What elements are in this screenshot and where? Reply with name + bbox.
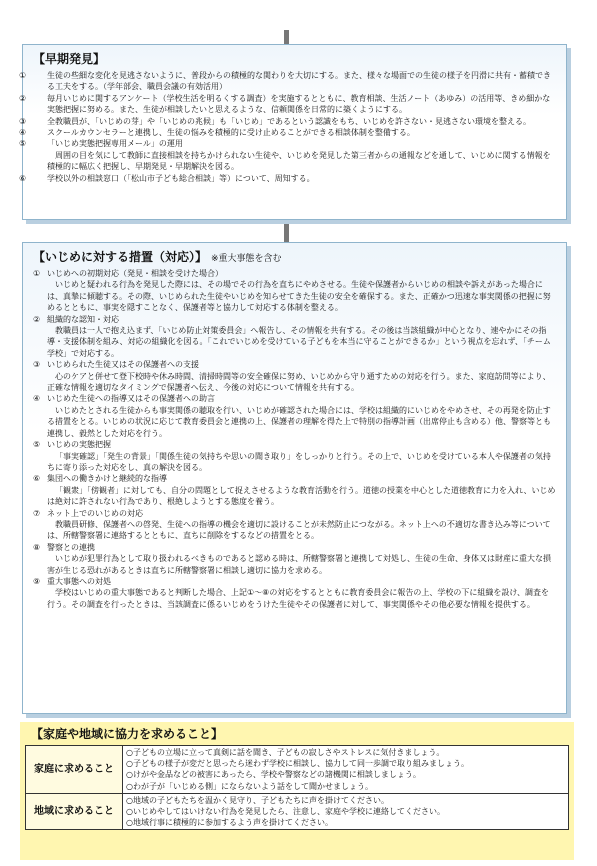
measure-body: 教職員は一人で抱え込まず、「いじめ防止対策委員会」へ報告し、その情報を共有する。その後は当該組織が中心となり、速やかにその指導・支援体制を組み、対応の組織化を図る。「これでいじめを受けている子どもを本当に守ることができるか」という視点を忘れず、「チーム学校」で対応する。	[47, 326, 551, 358]
early-item-text: 毎月いじめに関するアンケート（学校生活を明るくする調査）を実施するとともに、教育相談、生活ノート（あゆみ）の活用等、きめ細かな実態把握に努める。また、生徒が相談したいと思えるような、信頼関係を日常的に築くようにする。	[47, 93, 551, 115]
measure-heading	[33, 393, 556, 404]
early-item-number: ⑤	[19, 139, 27, 149]
measure-heading-text: いじめた生徒への指導又はその保護者への助言	[47, 394, 215, 404]
early-detection-box	[19, 44, 567, 220]
measure-heading-text: 重大事態への対処	[47, 576, 111, 586]
top-connector	[284, 30, 289, 44]
measure-number: ⑧	[33, 542, 41, 552]
measure-number: ⑨	[33, 576, 41, 586]
measure-heading-text: いじめられた生徒又はその保護者への支援	[47, 360, 199, 370]
early-item-number: ⑥	[19, 173, 27, 183]
measure-heading-text: 集団への働きかけと継続的な指導	[47, 474, 167, 484]
early-item	[19, 70, 556, 93]
measure-heading	[33, 576, 556, 587]
measure-heading-text: ネット上でのいじめの対応	[47, 508, 143, 518]
early-detection-title: 【早期発見】	[33, 52, 106, 66]
family-row-item: ○けがや金品などの被害にあったら、学校や警察などの諸機関に相談しましょう。	[126, 770, 421, 780]
early-detection-list	[19, 70, 556, 184]
early-item-number: ②	[19, 93, 27, 103]
family-community-title: 【家庭や地域に協力を求めること】	[31, 727, 224, 741]
early-item-number: ①	[19, 71, 27, 80]
bullying-measures-title-text: 【いじめに対する措置（対応）】	[33, 250, 208, 264]
family-row-item: ○地域の子どもたちを温かく見守り、子どもたちに声を掛けてください。	[126, 795, 389, 805]
measure-heading	[33, 359, 556, 370]
serious-case-note: ※重大事態を含む	[211, 254, 282, 264]
measure-heading	[33, 314, 556, 325]
early-item-number: ④	[19, 128, 27, 138]
bullying-measures-list	[33, 268, 556, 610]
bullying-measures-box	[22, 242, 567, 714]
early-item-text: 「いじめ実態把握専用メール」の運用	[47, 139, 183, 149]
family-community-box	[20, 722, 574, 860]
measure-number: ⑥	[33, 474, 41, 484]
measure-heading-text: 組織的な認知・対応	[47, 314, 119, 324]
measure-number: ④	[33, 394, 41, 404]
measure-number: ⑦	[33, 508, 41, 518]
measure-body: 心のケアと併せて登下校時や休み時間、清掃時間等の安全確保に努め、いじめから守り通すための対応を行う。また、家庭訪問等により、正確な情報を適切なタイミングで保護者へ伝え、今後の対応について情報を共有する。	[47, 371, 551, 393]
early-item-text: スクールカウンセラーと連携し、生徒の悩みを積極的に受け止めることができる相談体制を整備する。	[47, 128, 415, 138]
measure-body: 学校はいじめの重大事態であると判断した場合、上記①～⑧の対応をするとともに教育委員会に報告の上、学校の下に組織を設け、調査を行う。その調査を行ったときは、当該調査に係るいじめをうけた生徒やその保護者に対して、事実関係やその他必要な情報を提供する。	[47, 588, 550, 609]
early-item	[19, 93, 556, 116]
family-row-item: ○子どもの立場に立って真剣に話を聞き、子どもの寂しさやストレスに気付きましょう。	[126, 748, 445, 757]
early-item	[19, 127, 556, 138]
early-item	[19, 116, 556, 127]
family-row-content	[123, 793, 569, 830]
measure-body: 「事実確認」「発生の背景」「関係生徒の気持ちや思いの聞き取り」をしっかりと行う。その上で、いじめを受けている本人や保護者の気持ちに寄り添った対応をし、真の解決を図る。	[47, 451, 551, 472]
measure-body: 教職員研修、保護者への啓発、生徒への指導の機会を適切に設けることが未然防止につながる。ネット上への不適切な書き込み等については、所轄警察署に連絡するとともに、直ちに削除をするなどの措置をとる。	[47, 519, 551, 541]
bullying-measures-title	[33, 248, 556, 265]
measure-number: ③	[33, 360, 41, 370]
measure-number: ⑤	[33, 440, 41, 450]
early-item-detail: 周囲の目を気にして教師に直接相談を持ちかけられない生徒や、いじめを発見した第三者からの通報などを通して、いじめに関する情報を積極的に幅広く把握し、早期発見・早期解決を図る。	[47, 150, 551, 172]
measure-heading	[33, 439, 556, 450]
family-row-item: ○いじめやしてはいけない行為を発見したら、注意し、家庭や学校に連絡してください。	[126, 807, 445, 817]
family-row-item: ○子どもの様子が変だと思ったら迷わず学校に相談し、協力して同一歩調で取り組みましょう。	[126, 759, 469, 769]
measure-heading	[33, 473, 556, 484]
measure-body: いじめが犯罪行為として取り扱われるべきものであると認める時は、所轄警察署と連携して対処し、生徒の生命、身体又は財産に重大な損害が生じる恐れがあるときは直ちに所轄警察署に相談し適切に協力を求める。	[47, 554, 551, 575]
measure-heading-text: いじめの実態把握	[47, 440, 111, 450]
family-row	[26, 746, 569, 794]
measure-heading	[33, 508, 556, 519]
middle-connector	[284, 220, 289, 242]
measure-heading-text: 警察との連携	[47, 542, 95, 552]
early-item-text: 生徒の些細な変化を見逃さないように、普段からの積極的な関わりを大切にする。また、様々な場面での生徒の様子を円滑に共有・蓄積できる工夫をする。（学年部会、職員会議の有効活用）	[47, 71, 551, 92]
early-item	[19, 173, 556, 184]
early-item-text: 学校以外の相談窓口（「松山市子ども総合相談」等）について、周知する。	[47, 173, 315, 183]
family-row-item: ○地域行事に積極的に参加するよう声を掛けてください。	[126, 818, 333, 828]
family-row-content	[123, 746, 569, 794]
measure-body: 「観衆」「傍観者」に対しても、自分の問題として捉えさせるような教育活動を行う。道徳の授業を中心とした道徳教育に力を入れ、いじめは絶対に許されない行為であり、根絶しようとする態度を養う。	[47, 485, 556, 507]
measure-body: いじめたとされる生徒からも事実関係の聴取を行い、いじめが確認された場合には、学校は組織的にいじめをやめさせ、その再発を防止する措置をとる。いじめの状況に応じて教育委員会と連携の上、保護者の理解を得た上で特別の指導計画（出席停止も含める）他、警察等とも連携し、毅然とした対応を行う。	[47, 405, 551, 438]
measure-number: ②	[33, 314, 41, 324]
family-row-item: ○わが子が「いじめる側」にならないよう話をして聞かせましょう。	[126, 781, 373, 791]
family-community-table	[25, 745, 569, 830]
measure-body: いじめと疑われる行為を発見した際には、その場でその行為を直ちにやめさせる。生徒や保護者からいじめの相談や訴えがあった場合には、真摯に傾聴する。その際、いじめられた生徒やいじめを知らせてきた生徒の安全を確保する。また、正確かつ迅速な事実関係の把握に努めるとともに、事実を隠すことなく、保護者等と協力して対応する体制を整える。	[47, 280, 551, 313]
measure-number: ①	[33, 269, 41, 278]
family-row-label: 家庭に求めること	[26, 746, 123, 794]
family-row-label: 地域に求めること	[26, 793, 123, 830]
early-item	[19, 138, 556, 149]
early-item-text: 全教職員が、「いじめの芽」や「いじめの兆候」も「いじめ」であるという認識をもち、いじめを許さない・見逃さない環境を整える。	[47, 116, 531, 126]
measure-heading-text: いじめへの初期対応（発見・相談を受けた場合）	[47, 269, 223, 278]
measure-heading	[33, 268, 556, 279]
family-row	[26, 793, 569, 830]
measure-heading	[33, 542, 556, 553]
early-item-number: ③	[19, 116, 27, 126]
